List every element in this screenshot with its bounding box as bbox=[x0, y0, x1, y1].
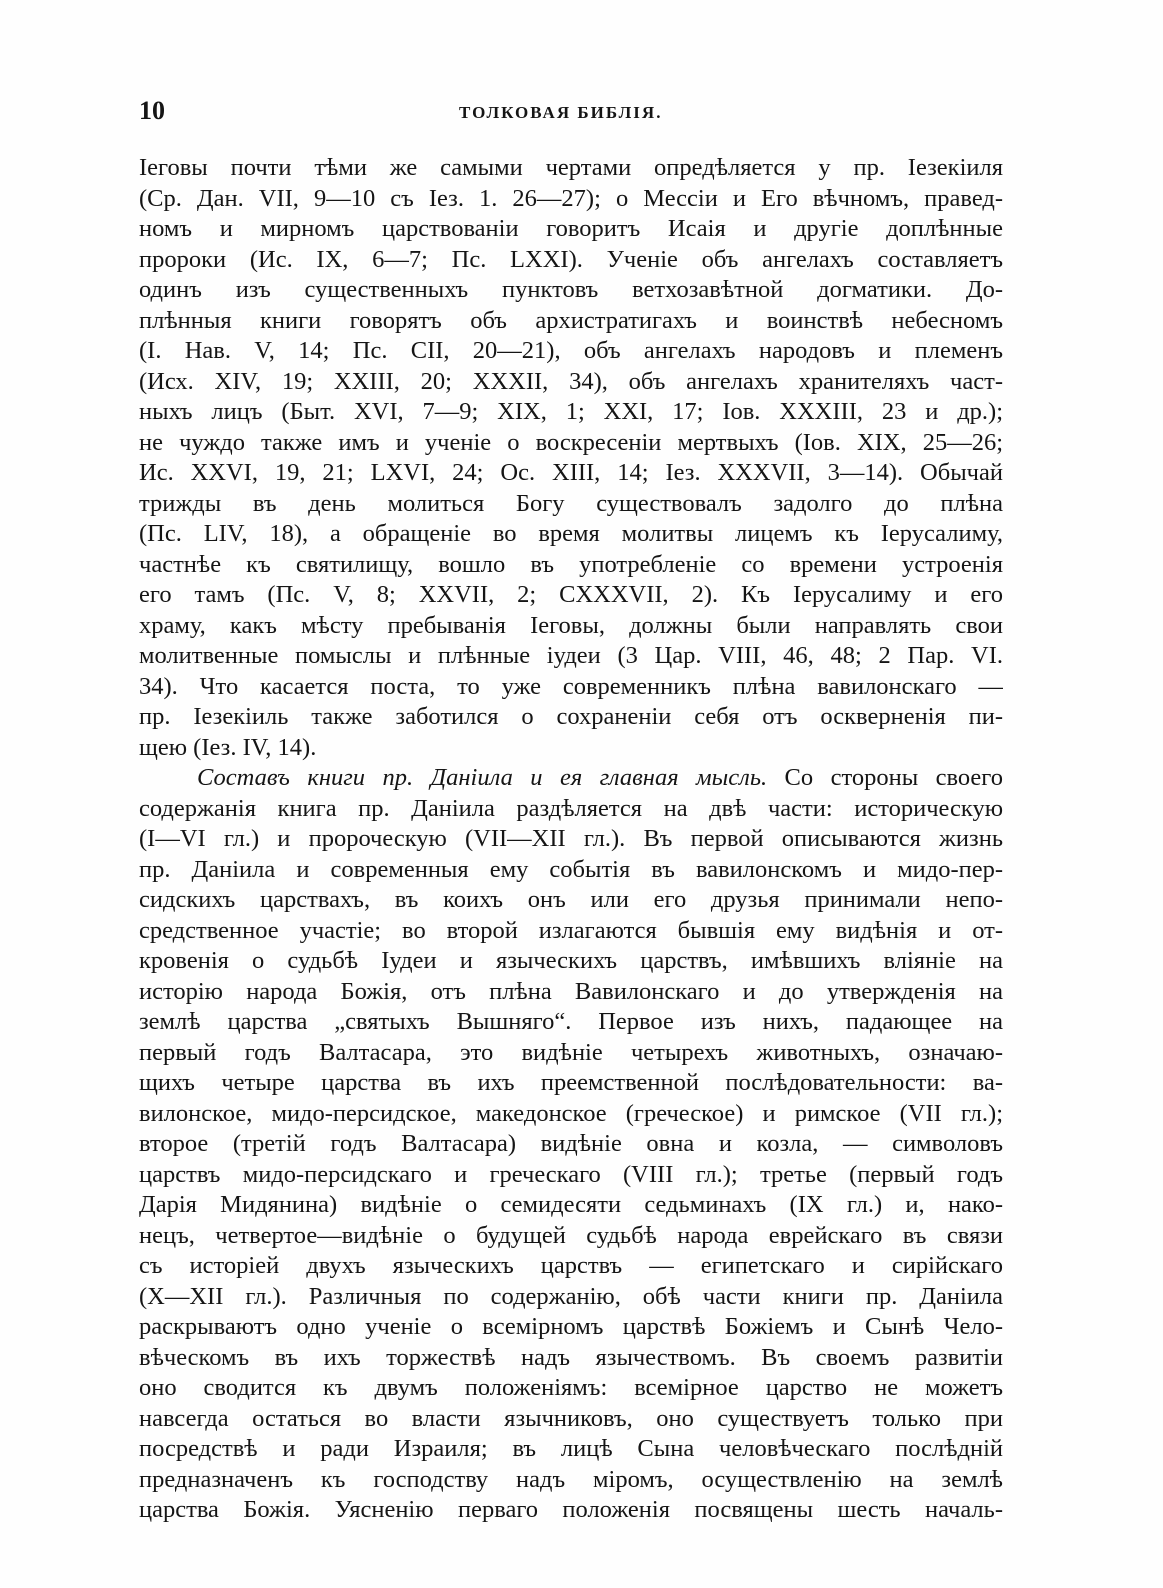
text-line: не чуждо также имъ и ученіе о воскресеніи мертвыхъ (Іов. XIX, 25—26; bbox=[139, 428, 1003, 456]
text-line: предназначенъ къ господству надъ міромъ, осуществленію на землѣ bbox=[139, 1465, 1003, 1493]
text-line: (І. Нав. V, 14; Пс. СІІ, 20—21), объ ангелахъ народовъ и племенъ bbox=[139, 337, 1003, 364]
text-line: первый годъ Валтасара, это видѣніе четырехъ животныхъ, означаю- bbox=[139, 1038, 1003, 1066]
text-line: нецъ, четвертое—видѣніе о будущей судьбѣ народа еврейскаго въ связи bbox=[139, 1221, 1003, 1249]
text-line: вилонское, мидо-персидское, македонское (греческое) и римское (VII гл.); bbox=[139, 1099, 1003, 1127]
text-line: частнѣе къ святилищу, вошло въ употребленіе со времени устроенія bbox=[139, 550, 1003, 578]
text-line: средственное участіе; во второй излагаются бывшія ему видѣнія и от- bbox=[139, 916, 1003, 944]
text-line: (Пс. LIV, 18), а обращеніе во время молитвы лицемъ къ Іерусалиму, bbox=[139, 520, 1003, 547]
text-line: его тамъ (Пс. V, 8; XXVII, 2; CXXXVII, 2). Къ Іерусалиму и его bbox=[139, 581, 1003, 608]
text-fragment: Со стороны своего bbox=[767, 764, 1003, 791]
text-line: сидскихъ царствахъ, въ коихъ онъ или его друзья принимали непо- bbox=[139, 886, 1003, 913]
text-line: вѣческомъ въ ихъ торжествѣ надъ язычествомъ. Въ своемъ развитіи bbox=[139, 1343, 1003, 1371]
text-line: содержанія книга пр. Даніила раздѣляется на двѣ части: историческую bbox=[139, 794, 1003, 822]
text-line: съ исторіей двухъ языческихъ царствъ — египетскаго и сирійскаго bbox=[139, 1252, 1003, 1279]
text-line: (X—XII гл.). Различныя по содержанію, обѣ части книги пр. Даніила bbox=[139, 1282, 1003, 1310]
text-line: царствъ мидо-персидскаго и греческаго (VIII гл.); третье (первый годъ bbox=[139, 1160, 1003, 1188]
text-line: пр. Іезекіиль также заботился о сохраненіи себя отъ оскверненія пи- bbox=[139, 703, 1003, 730]
text-line: (I—VI гл.) и пророческую (VII—XII гл.). Въ первой описываются жизнь bbox=[139, 825, 1003, 852]
paragraph-first-line bbox=[139, 763, 1003, 794]
text-line: царства Божія. Уясненію перваго положенія посвящены шесть началь- bbox=[139, 1496, 1003, 1523]
text-line: кровенія о судьбѣ Іудеи и языческихъ царствъ, имѣвшихъ вліяніе на bbox=[139, 947, 1003, 974]
text-line: щею (Іез. IV, 14). bbox=[139, 733, 317, 761]
text-line: землѣ царства „святыхъ Вышняго“. Первое изъ нихъ, падающее на bbox=[139, 1008, 1003, 1035]
paragraph-1 bbox=[139, 153, 1003, 763]
text-line: раскрываютъ одно ученіе о всемірномъ царствѣ Божіемъ и Сынѣ Чело- bbox=[139, 1313, 1003, 1340]
text-line: щихъ четыре царства въ ихъ преемственной послѣдовательности: ва- bbox=[139, 1069, 1003, 1096]
text-line: (Исх. XIV, 19; XXIII, 20; XXXII, 34), объ ангелахъ хранителяхъ част- bbox=[139, 367, 1003, 395]
text-line: Іеговы почти тѣми же самыми чертами опредѣляется у пр. Іезекіиля bbox=[139, 154, 1003, 181]
text-line: посредствѣ и ради Израиля; въ лицѣ Сына человѣческаго послѣдній bbox=[139, 1435, 1003, 1462]
text-line: второе (третій годъ Валтасара) видѣніе овна и козла, — символовъ bbox=[139, 1130, 1003, 1157]
text-line: храму, какъ мѣсту пребыванія Іеговы, должны были направлять свои bbox=[139, 611, 1003, 639]
running-title: ТОЛКОВАЯ БИБЛІЯ. bbox=[459, 103, 663, 122]
page-number: 10 bbox=[139, 96, 165, 125]
text-line: исторію народа Божія, отъ плѣна Вавилонскаго и до утвержденія на bbox=[139, 977, 1003, 1005]
body-text bbox=[139, 153, 1003, 1526]
text-line: трижды въ день молиться Богу существовалъ задолго до плѣна bbox=[139, 489, 1003, 517]
running-head bbox=[139, 96, 1003, 126]
text-line: пророки (Ис. IX, 6—7; Пс. LXXI). Ученіе объ ангелахъ составляетъ bbox=[139, 245, 1003, 273]
text-line: плѣнныя книги говорятъ объ архистратигахъ и воинствѣ небесномъ bbox=[139, 306, 1003, 334]
text-line: (Ср. Дан. VII, 9—10 съ Іез. 1. 26—27); о Мессіи и Его вѣчномъ, правед- bbox=[139, 184, 1003, 212]
text-line: оно сводится къ двумъ положеніямъ: всемірное царство не можетъ bbox=[139, 1374, 1003, 1401]
section-title: Составъ книги пр. Даніила и ея главная мысль. bbox=[197, 764, 768, 791]
text-line: ныхъ лицъ (Быт. XVI, 7—9; XIX, 1; XXI, 17; Іов. XXXIII, 23 и др.); bbox=[139, 398, 1003, 425]
text-line: 34). Что касается поста, то уже современникъ плѣна вавилонскаго — bbox=[139, 672, 1003, 700]
text-line: Ис. XXVI, 19, 21; LXVI, 24; Ос. XIII, 14; Іез. XXXVII, 3—14). Обычай bbox=[139, 459, 1003, 486]
text-line: навсегда остаться во власти язычниковъ, оно существуетъ только при bbox=[139, 1404, 1003, 1432]
text-line: Дарія Мидянина) видѣніе о семидесяти седьминахъ (IX гл.) и, нако- bbox=[139, 1191, 1003, 1218]
text-line: пр. Даніила и современныя ему событія въ вавилонскомъ и мидо-пер- bbox=[139, 855, 1003, 883]
paragraph-2 bbox=[139, 763, 1003, 1526]
text-line: номъ и мирномъ царствованіи говоритъ Исаія и другіе доплѣнные bbox=[139, 215, 1003, 242]
text-line: молитвенные помыслы и плѣнные іудеи (3 Цар. VIII, 46, 48; 2 Пар. VI. bbox=[139, 642, 1003, 669]
text-line: одинъ изъ существенныхъ пунктовъ ветхозавѣтной догматики. До- bbox=[139, 276, 1003, 303]
